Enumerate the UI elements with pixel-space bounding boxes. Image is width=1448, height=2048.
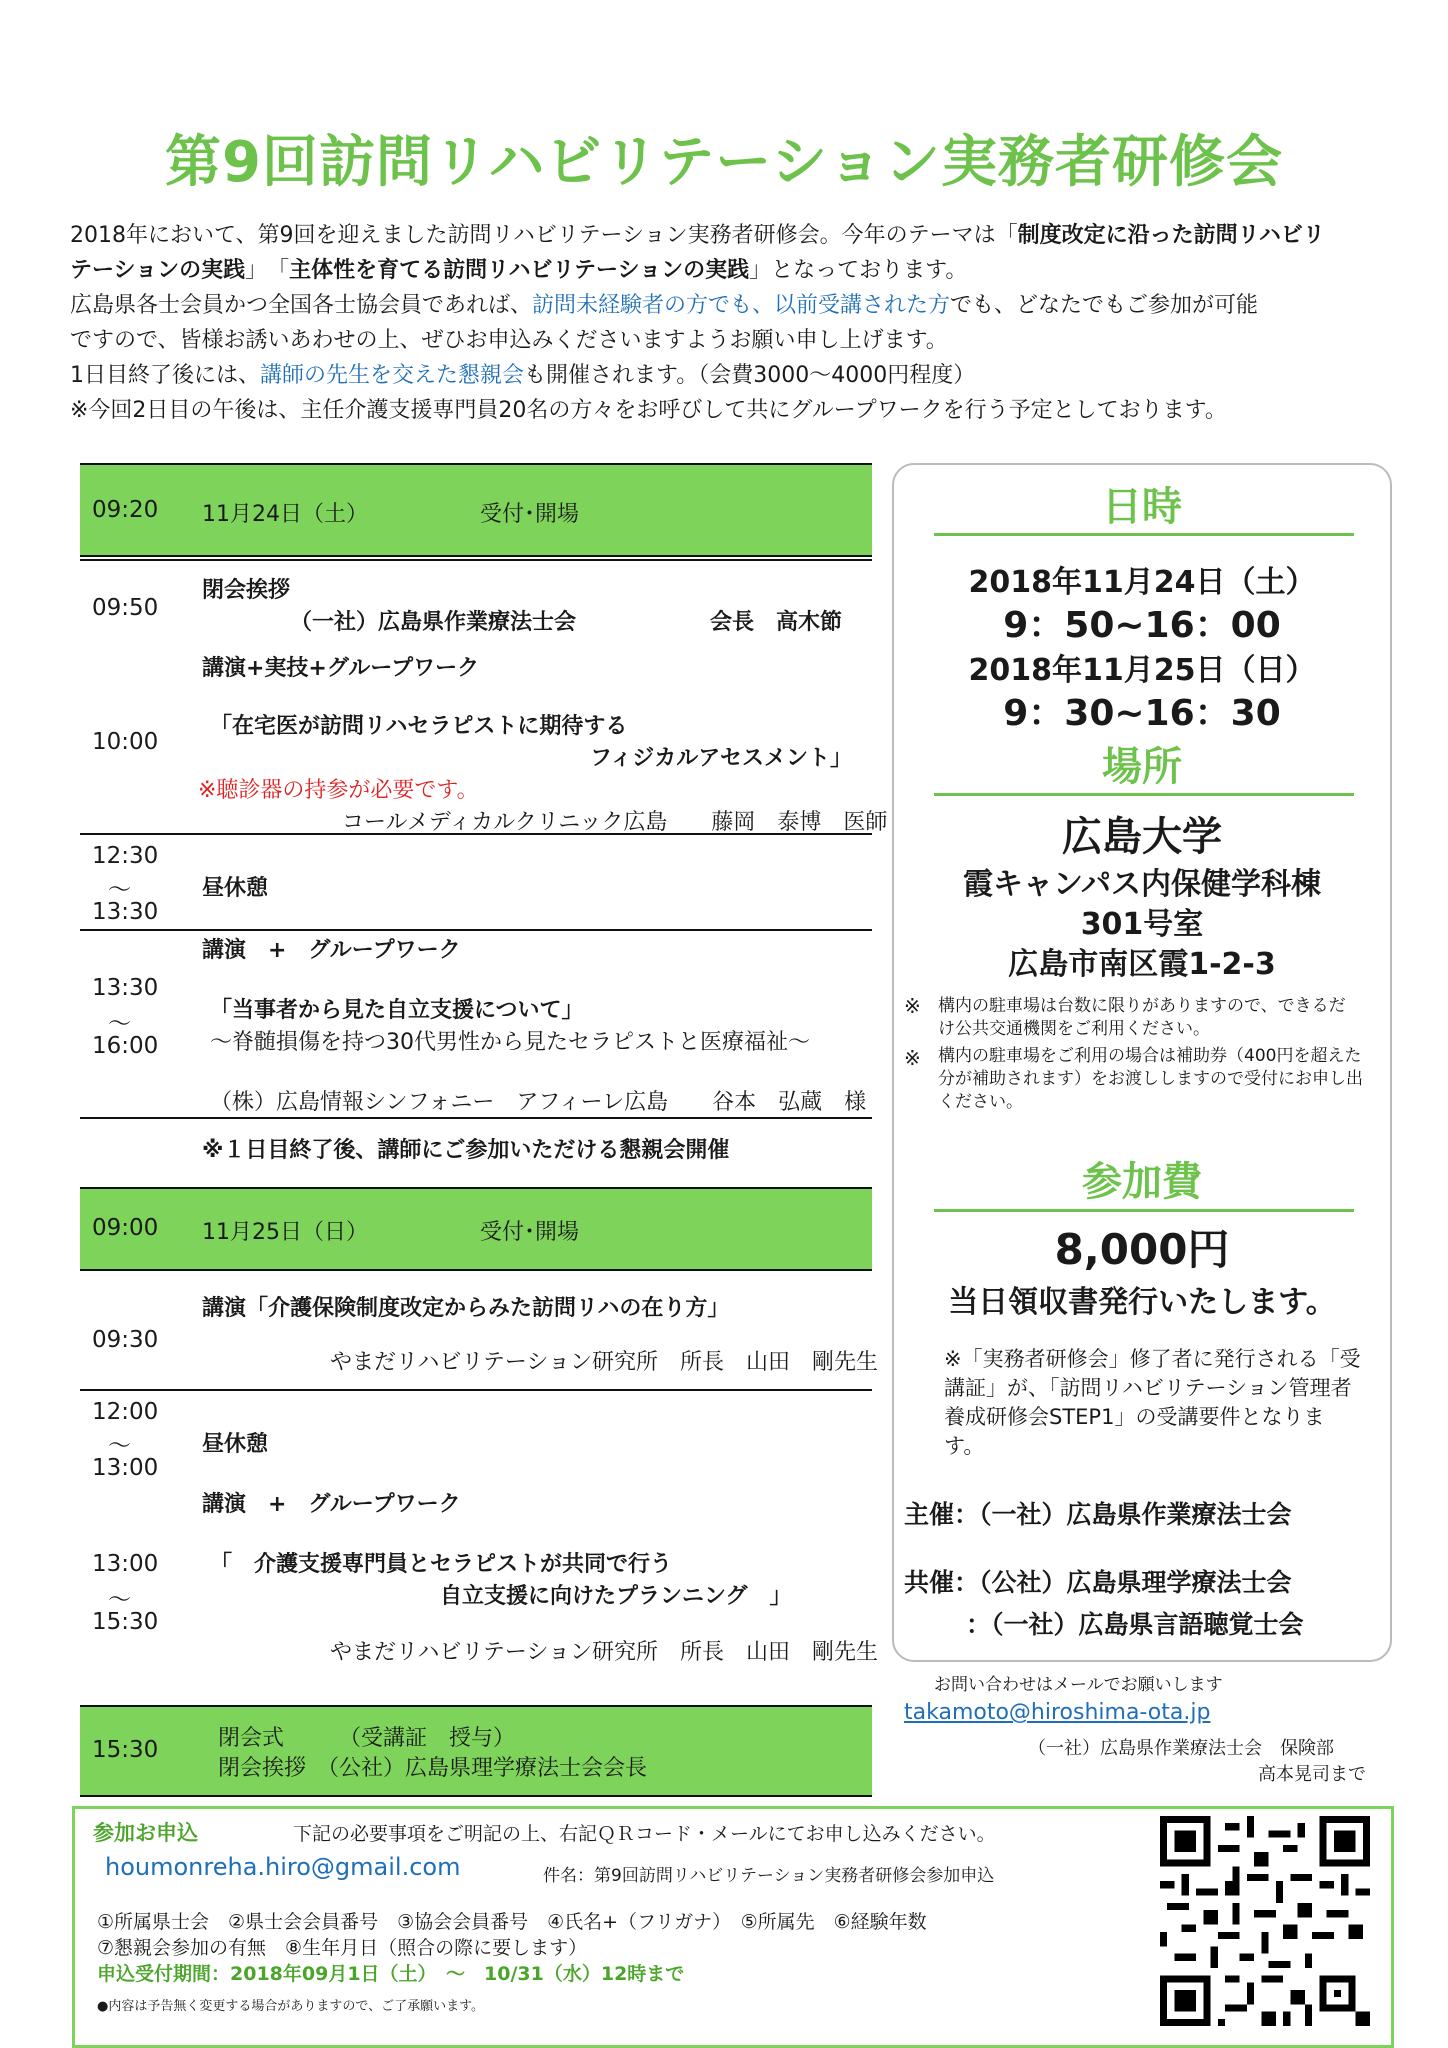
lecture-title: 「在宅医が訪問リハセラピストに期待する [210, 714, 628, 739]
speaker: 会長 高木節 [710, 610, 843, 635]
parking-note: 構内の駐車場は台数に限りがありますので、できるだけ公共交通機関をご利用ください。 [938, 996, 1346, 1039]
intro-text: 1日目終了後には、 [70, 363, 260, 388]
certificate-note: ※「実務者研修会」修了者に発行される「受講証」が、「訪問リハビリテーション管理者養成研修会STEP1」の受講要件となります。 [944, 1347, 1361, 1458]
intro-text: でも、どなたでもご参加が可能 [950, 293, 1259, 318]
note-mark: ※ [904, 1046, 921, 1070]
session-type: 講演+実技+グループワーク [202, 656, 480, 681]
required-items: ①所属県士会 ②県士会会員番号 ③協会会員番号 ④氏名+（フリガナ） ⑤所属先 ⑥経験年数 [97, 1911, 927, 1933]
time-day1: 9：50~16：00 [1003, 605, 1281, 646]
speaker: やまだリハビリテーション研究所 所長 山田 剛先生 [330, 1640, 879, 1665]
date: 11月24日（土） [202, 502, 368, 527]
venue-name: 広島大学 [1062, 814, 1222, 860]
contact-email-link[interactable]: takamoto@hiroshima-ota.jp [904, 1700, 1211, 1725]
day1-header [80, 463, 872, 557]
apply-email-link[interactable]: houmonreha.hiro@gmail.com [105, 1853, 461, 1881]
co-organizer: ：（一社）広島県言語聴覚士会 [966, 1610, 1304, 1639]
session-title: 閉会挨拶 [202, 578, 291, 603]
time-sep: ～ [108, 1011, 131, 1037]
session-row [80, 649, 888, 835]
lecture-title: 「 介護支援専門員とセラピストが共同で行う [210, 1552, 673, 1577]
intro-text: ですので、皆様お誘いあわせの上、ぜひお申込みくださいますようお願い申し上げます。 [70, 328, 948, 353]
speaker: やまだリハビリテーション研究所 所長 山田 剛先生 [330, 1350, 879, 1375]
speaker: コールメディカルクリニック広島 藤岡 泰博 医師 [342, 810, 888, 835]
lecture-title-cont: 自立支援に向けたプランニング 」 [440, 1584, 792, 1609]
closing-address: 閉会挨拶 （公社）広島県理学療法士会会長 [218, 1756, 648, 1781]
venue-address: 広島市南区霞1-2-3 [1008, 947, 1276, 982]
party-note: ※１日目終了後、講師にご参加いただける懇親会開催 [202, 1138, 730, 1163]
closing-ceremony: 閉会式 （受講証 授与） [218, 1726, 516, 1751]
lecture-subtitle: ～脊髄損傷を持つ30代男性から見たセラピストと医療福祉～ [210, 1030, 810, 1055]
time-day2: 9：30~16：30 [1003, 693, 1281, 734]
intro [70, 218, 1390, 428]
organizer: 主催：（一社）広島県作業療法士会 [904, 1500, 1292, 1529]
venue-building: 霞キャンパス内保健学科棟 [963, 867, 1321, 902]
apply-label: 参加お申込 [93, 1821, 198, 1845]
divider [934, 793, 1354, 796]
time: 09:50 [92, 595, 159, 621]
fee-heading: 参加費 [1082, 1159, 1202, 1205]
session-row [80, 1485, 879, 1675]
date-day2: 2018年11月25日（日） [968, 653, 1316, 688]
time-sep: ～ [108, 1433, 131, 1459]
time: 09:30 [92, 1327, 159, 1353]
page-title: 第9回訪問リハビリテーション実務者研修会 [165, 130, 1283, 195]
day2-header [80, 1187, 872, 1271]
divider [934, 533, 1354, 536]
lunch-break: 昼休憩 [202, 876, 269, 901]
mail-subject: 件名：第9回訪問リハビリテーション実務者研修会参加申込 [543, 1866, 995, 1886]
stethoscope-note: ※聴診器の持参が必要です。 [198, 778, 479, 803]
parking-subsidy-note: 構内の駐車場をご利用の場合は補助券（400円を超えた分が補助されます）をお渡ししますので受付にお申し出ください。 [938, 1046, 1363, 1112]
session-row [80, 1271, 879, 1389]
time: 15:30 [92, 1737, 159, 1763]
qr-code[interactable] [1160, 1816, 1370, 2026]
highlight-party: 講師の先生を交えた懇親会 [260, 363, 525, 388]
time: 13:30 [92, 899, 159, 925]
required-items-cont: ⑦懇親会参加の有無 ⑧生年月日（照合の際に要します） [97, 1937, 588, 1959]
intro-note: ※今回2日目の午後は、主任介護支援専門員20名の方々をお呼びして共にグループワークを行う予定としております。 [70, 398, 1227, 423]
session-row [80, 929, 872, 1119]
note-mark: ※ [904, 994, 921, 1018]
speaker: （株）広島情報シンフォニー アフィーレ広島 谷本 弘蔵 様 [210, 1090, 867, 1115]
date: 11月25日（日） [202, 1220, 368, 1245]
fee-amount: 8,000円 [1054, 1225, 1230, 1274]
receipt-note: 当日領収書発行いたします。 [948, 1285, 1336, 1320]
time: 13:30 [92, 975, 159, 1001]
footnote: ●内容は予告無く変更する場合がありますので、ご了承願います。 [97, 1999, 485, 2014]
time: 13:00 [92, 1455, 159, 1481]
lecture-title: 講演「介護保険制度改定からみた訪問リハの在り方」 [202, 1296, 730, 1321]
time: 09:20 [92, 497, 159, 523]
session-type: 講演 + グループワーク [202, 1492, 461, 1517]
info-panel [892, 463, 1392, 1662]
time: 15:30 [92, 1609, 159, 1635]
theme-1: 制度改定に沿った訪問リハビリ [1017, 223, 1325, 248]
venue-room: 301号室 [1080, 907, 1204, 942]
intro-text: 2018年において、第9回を迎えました訪問リハビリテーション実務者研修会。今年のテーマは「 [70, 223, 1018, 248]
contact-lead: お問い合わせはメールでお願いします [934, 1675, 1223, 1695]
session-type: 講演 + グループワーク [202, 938, 461, 963]
time: 13:00 [92, 1551, 159, 1577]
time: 12:00 [92, 1399, 159, 1425]
lecture-title-cont: フィジカルアセスメント」 [590, 746, 853, 771]
application-period: 申込受付期間：2018年09月1日（土） ～ 10/31（水）12時まで [97, 1963, 685, 1985]
intro-text: 広島県各士会員かつ全国各士協会員であれば、 [70, 293, 533, 318]
contact-org: （一社）広島県作業療法士会 保険部 [1028, 1738, 1334, 1759]
reception: 受付･開場 [480, 1220, 580, 1245]
intro-text: 」となっております。 [749, 258, 968, 283]
intro-text: 」 「 [245, 258, 290, 283]
datetime-heading: 日時 [1102, 484, 1182, 530]
reception: 受付･開場 [480, 502, 580, 527]
intro-text: も開催されます。（会費3000～4000円程度） [524, 363, 976, 388]
note-row [80, 1117, 872, 1177]
place-heading: 場所 [1102, 744, 1182, 790]
lunch-row [80, 833, 872, 931]
time: 09:00 [92, 1215, 159, 1241]
session-row [80, 559, 872, 651]
co-organizer: 共催：（公社）広島県理学療法士会 [904, 1568, 1292, 1597]
organization: （一社）広島県作業療法士会 [290, 610, 577, 635]
highlight-eligibility: 訪問未経験者の方でも、以前受講された方 [532, 293, 951, 318]
lecture-title: 「当事者から見た自立支援について」 [210, 998, 584, 1023]
date-day1: 2018年11月24日（土） [968, 565, 1316, 600]
time-sep: ～ [108, 1587, 131, 1613]
time: 12:30 [92, 843, 159, 869]
lunch-break: 昼休憩 [202, 1432, 269, 1457]
contact-person: 高本晃司まで [1258, 1764, 1366, 1785]
closing-row [80, 1705, 872, 1797]
time: 10:00 [92, 729, 159, 755]
time: 16:00 [92, 1033, 159, 1059]
theme-1-cont: テーションの実践 [70, 258, 246, 283]
time-sep: ～ [108, 877, 131, 903]
theme-2: 主体性を育てる訪問リハビリテーションの実践 [289, 258, 750, 283]
apply-instruction: 下記の必要事項をご明記の上、右記ＱＲコード・メールにてお申し込みください。 [293, 1823, 996, 1845]
lunch-row [80, 1389, 872, 1487]
divider [934, 1209, 1354, 1212]
